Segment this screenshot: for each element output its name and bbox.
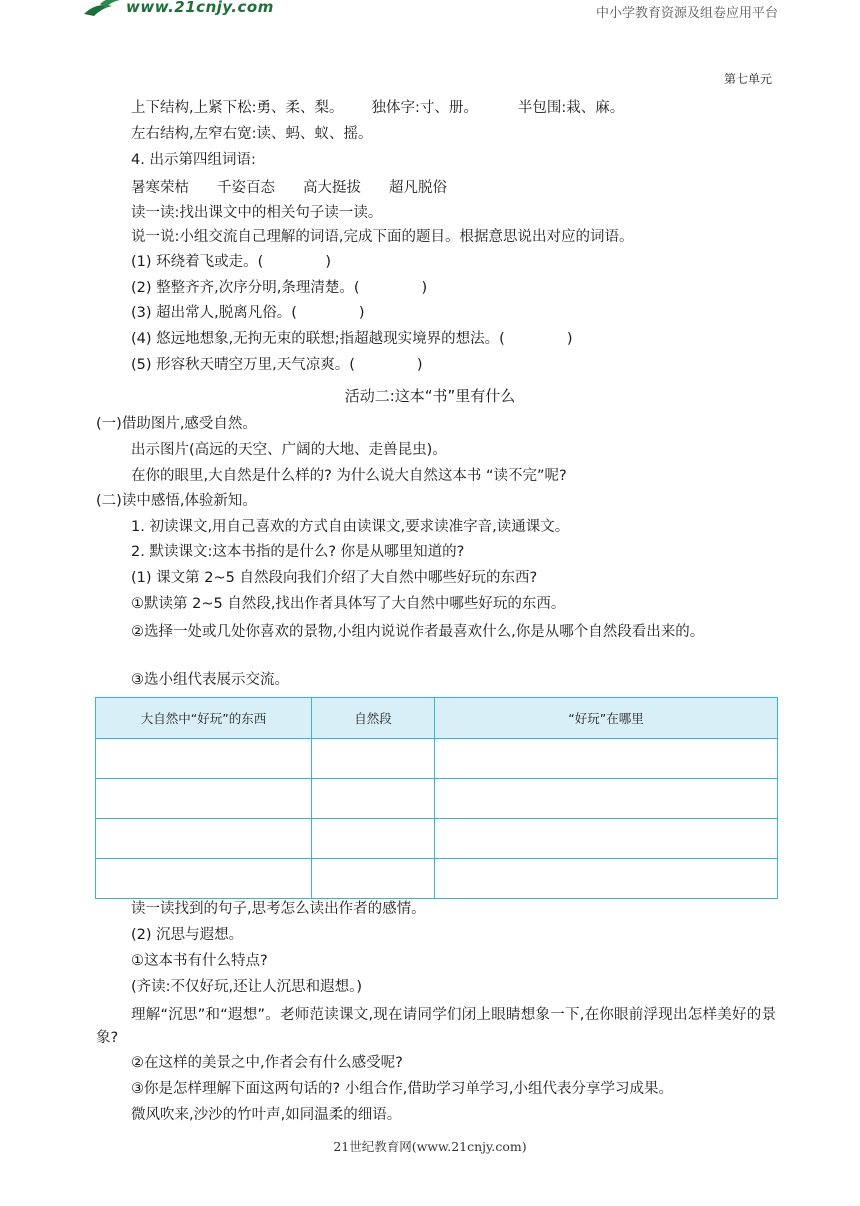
- last-sentence: 微风吹来,沙沙的竹叶声,如同温柔的细语。: [131, 1107, 402, 1123]
- step-2-1a: ①默读第 2~5 自然段,找出作者具体写了大自然中哪些好玩的东西。: [131, 596, 566, 612]
- table-cell[interactable]: [96, 779, 312, 819]
- section-2-heading: (二)读中感悟,体验新知。: [96, 493, 257, 509]
- logo: [82, 0, 274, 18]
- step-2-2b: ②在这样的美景之中,作者会有什么感受呢?: [131, 1055, 403, 1071]
- table-cell[interactable]: [435, 859, 778, 899]
- activity-2-heading: 活动二:这本“书”里有什么: [344, 387, 516, 405]
- step-2-1: (1) 课文第 2~5 自然段向我们介绍了大自然中哪些好玩的东西?: [131, 570, 538, 586]
- table-row: [96, 859, 778, 899]
- structure-line-2: 左右结构,左窄右宽:读、蚂、蚁、摇。: [131, 126, 373, 142]
- table-cell[interactable]: [312, 779, 435, 819]
- table-row: [96, 739, 778, 779]
- table-row: [96, 819, 778, 859]
- understand-words: 理解“沉思”和“遐想”。老师范读课文,现在请同学们闭上眼睛想象一下,在你眼前浮现出怎样美好的景象?: [96, 1007, 776, 1046]
- step-1: 1. 初读课文,用自己喜欢的方式自由读课文,要求读准字音,读通课文。: [131, 519, 570, 535]
- step-2-2a: ①这本书有什么特点?: [131, 953, 268, 969]
- step-2: 2. 默读课文:这本书指的是什么? 你是从哪里知道的?: [131, 544, 465, 560]
- table-header-paragraph: 自然段: [312, 698, 435, 739]
- word-2: 千姿百态: [217, 180, 275, 196]
- step-2-2a-answer: (齐读:不仅好玩,还让人沉思和遐想。): [131, 979, 363, 995]
- table-header-row: [96, 698, 778, 739]
- worksheet-table: [95, 697, 778, 899]
- table-header-where-fun: “好玩”在哪里: [435, 698, 778, 739]
- step-2-1c: ③选小组代表展示交流。: [131, 672, 289, 688]
- unit-label: 第七单元: [723, 72, 772, 86]
- section-1-heading: (一)借助图片,感受自然。: [96, 416, 257, 432]
- say-prompt: 说一说:小组交流自己理解的词语,完成下面的题目。根据意思说出对应的词语。: [131, 229, 634, 245]
- table-cell[interactable]: [96, 859, 312, 899]
- question-2: (2) 整整齐齐,次序分明,条理清楚。( ): [131, 280, 428, 296]
- structure-line-1: [131, 99, 624, 117]
- table-cell[interactable]: [435, 739, 778, 779]
- table-cell[interactable]: [435, 819, 778, 859]
- table-cell[interactable]: [96, 819, 312, 859]
- table-cell[interactable]: [312, 859, 435, 899]
- runner-logo-icon: [82, 0, 122, 16]
- question-4: (4) 悠远地想象,无拘无束的联想;指超越现实境界的想法。( ): [131, 331, 573, 347]
- table-cell[interactable]: [96, 739, 312, 779]
- structure-top-bottom: 上下结构,上紧下松:勇、柔、梨。: [131, 100, 344, 116]
- logo-text: www.21cnjy.com: [126, 0, 274, 16]
- platform-title: 中小学教育资源及组卷应用平台: [595, 6, 778, 21]
- table-cell[interactable]: [312, 739, 435, 779]
- table-header-things: 大自然中“好玩”的东西: [96, 698, 312, 739]
- step-2-1b: ②选择一处或几处你喜欢的景物,小组内说说作者最喜欢什么,你是从哪个自然段看出来的。: [131, 624, 705, 640]
- read-prompt: 读一读:找出课文中的相关句子读一读。: [131, 205, 383, 221]
- question-3: (3) 超出常人,脱离凡俗。( ): [131, 305, 365, 321]
- step-2-2c: ③你是怎样理解下面这两句话的? 小组合作,借助学习单学习,小组代表分享学习成果。: [131, 1081, 674, 1097]
- show-pictures: 出示图片(高远的天空、广阔的大地、走兽昆虫)。: [131, 442, 447, 458]
- group4-words: [131, 179, 447, 197]
- after-table: 读一读找到的句子,思考怎么读出作者的感情。: [131, 901, 426, 917]
- table-cell[interactable]: [435, 779, 778, 819]
- table-cell[interactable]: [312, 819, 435, 859]
- question-1: (1) 环绕着飞或走。( ): [131, 254, 331, 270]
- structure-half-enclosed: 半包围:栽、麻。: [517, 100, 625, 116]
- word-1: 暑寒荣枯: [131, 180, 189, 196]
- group4-title: 4. 出示第四组词语:: [131, 152, 256, 168]
- ask-nature: 在你的眼里,大自然是什么样的? 为什么说大自然这本书 “读不完”呢?: [131, 468, 567, 484]
- table-row: [96, 779, 778, 819]
- step-2-2: (2) 沉思与遐想。: [131, 927, 244, 943]
- word-3: 高大挺拔: [303, 180, 361, 196]
- word-4: 超凡脱俗: [389, 180, 447, 196]
- page-header: [0, 0, 860, 26]
- structure-single: 独体字:寸、册。: [371, 100, 478, 116]
- page-footer: 21世纪教育网(www.21cnjy.com): [333, 1139, 527, 1154]
- question-5: (5) 形容秋天晴空万里,天气凉爽。( ): [131, 357, 423, 373]
